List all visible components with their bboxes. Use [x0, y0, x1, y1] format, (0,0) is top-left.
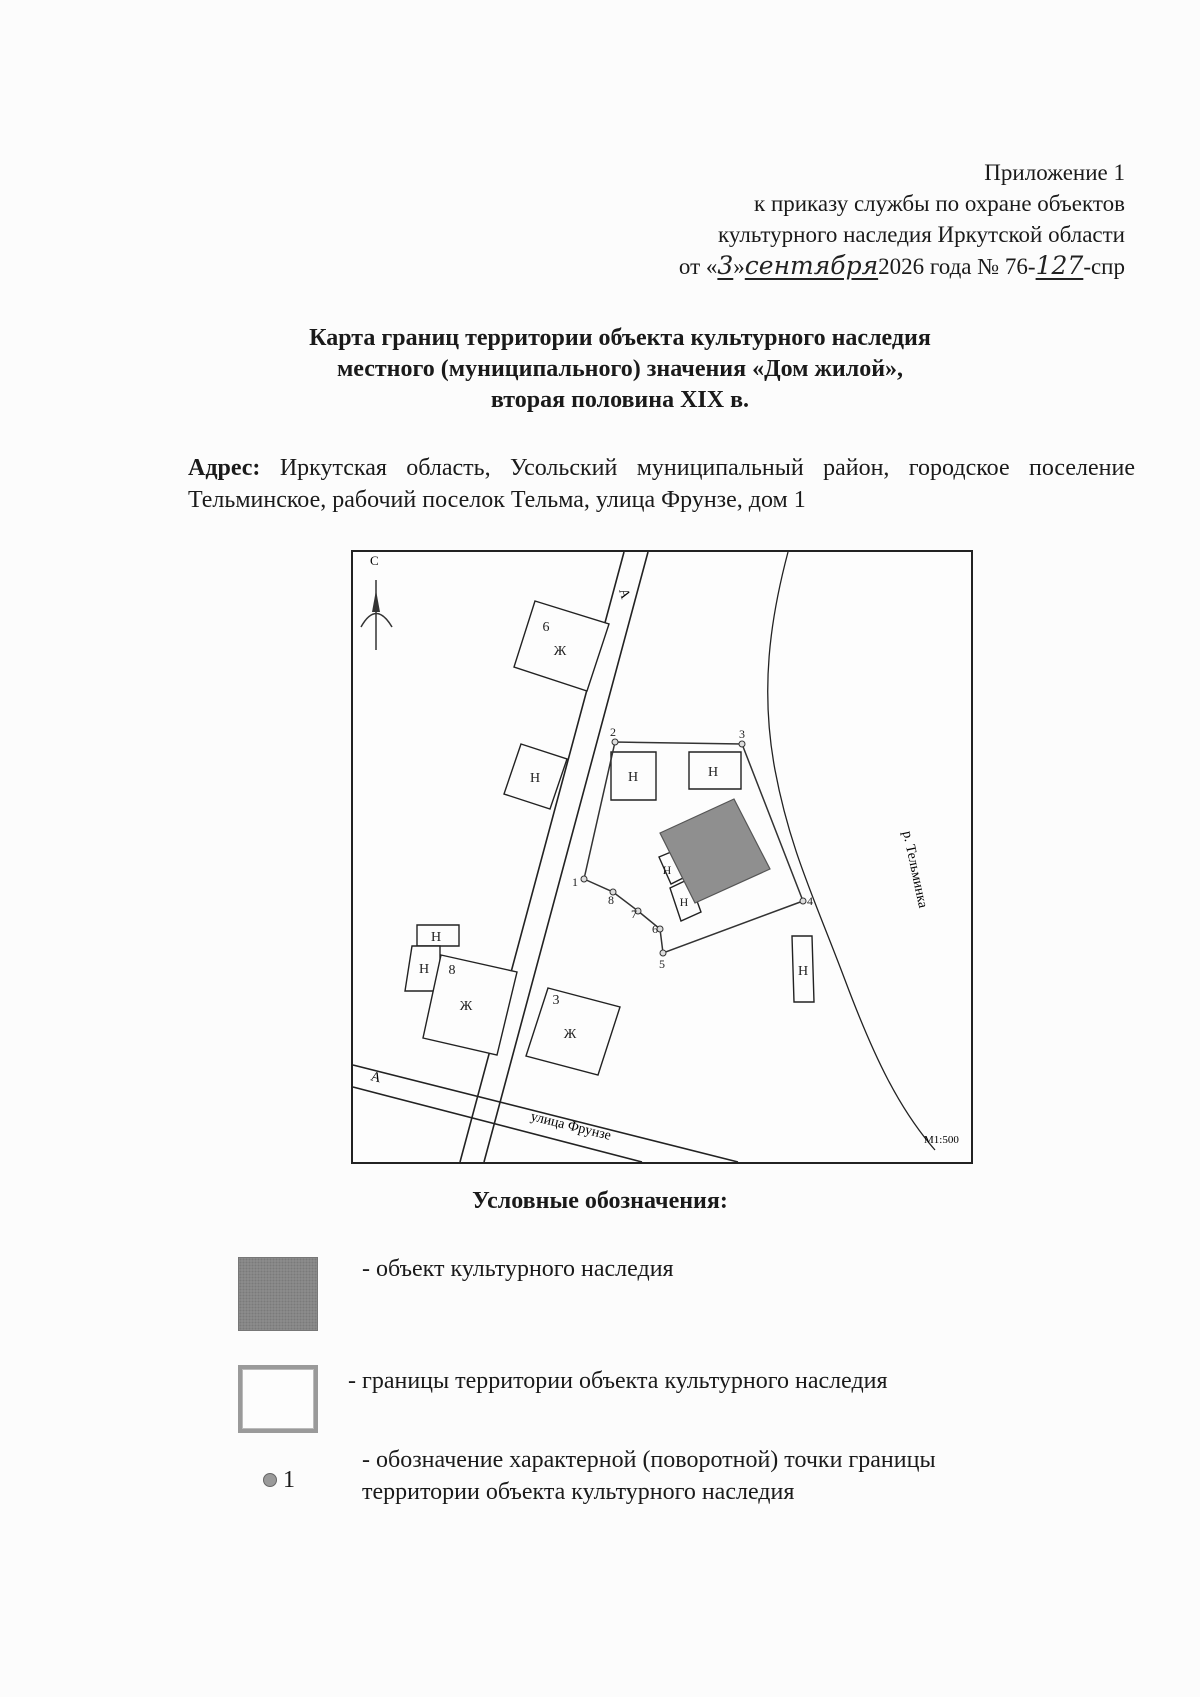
boundary-point-2 [612, 739, 618, 745]
appendix-line-3: культурного наследия Иркутской области [718, 222, 1125, 247]
building-type-zh-8: Ж [459, 999, 473, 1014]
date-prefix: от « [678, 254, 718, 279]
building-type-n-river: Н [797, 964, 809, 979]
point-label-1: 1 [572, 875, 578, 889]
title-line-1: Карта границ территории объекта культурного наследия [309, 325, 931, 351]
legend-point-marker-icon [263, 1473, 277, 1487]
road-label-a-top: А [615, 586, 633, 601]
boundary-point-1 [581, 876, 587, 882]
road-label-a-left: А [369, 1069, 383, 1087]
legend-label-point-2: территории объекта культурного наследия [362, 1479, 795, 1505]
building-type-n-left: Н [529, 771, 541, 786]
title-line-2: местного (муниципального) значения «Дом жилой», [336, 356, 904, 382]
building-type-n-sw-top: Н [430, 930, 442, 945]
north-label: С [370, 553, 379, 568]
year-number-text: 2026 года № 76- [878, 254, 1036, 279]
point-label-4: 4 [807, 894, 813, 908]
point-label-8: 8 [608, 893, 614, 907]
boundary-point-5 [660, 950, 666, 956]
legend-swatch-heritage [238, 1257, 318, 1331]
handwritten-number: 127 [1035, 251, 1084, 280]
building-type-n-3: Н [662, 863, 672, 877]
street-label: улица Фрунзе [529, 1109, 613, 1144]
point-label-5: 5 [659, 957, 665, 971]
building-type-n-1: Н [627, 770, 639, 785]
building-type-zh-6: Ж [553, 644, 567, 659]
legend-title: Условные обозначения: [472, 1188, 728, 1214]
building-type-n-4: Н [679, 895, 689, 909]
legend-label-point-1: - обозначение характерной (поворотной) точки границы [362, 1447, 936, 1473]
point-label-2: 2 [610, 725, 616, 739]
boundary-point-4 [800, 898, 806, 904]
building-type-n-sw: Н [418, 962, 430, 977]
river-label: р. Тельминка [899, 829, 931, 910]
building-type-n-2: Н [707, 765, 719, 780]
building-number-8: 8 [448, 963, 456, 978]
appendix-line-2: к приказу службы по охране объектов [754, 191, 1125, 216]
building-number-6: 6 [542, 620, 550, 635]
legend-label-heritage: - объект культурного наследия [362, 1256, 674, 1282]
handwritten-month: сентября [744, 251, 879, 280]
legend-swatch-boundary [238, 1365, 318, 1433]
building-number-3: 3 [552, 993, 560, 1008]
order-suffix: -спр [1083, 254, 1125, 279]
address-label: Адрес: [188, 455, 261, 481]
map-scale: М1:500 [924, 1134, 959, 1146]
title-line-3: вторая половина XIX в. [490, 387, 750, 413]
date-quote-close: » [733, 254, 745, 279]
boundary-point-3 [739, 741, 745, 747]
point-label-3: 3 [739, 727, 745, 741]
point-label-6: 6 [652, 922, 658, 936]
handwritten-day: 3 [717, 251, 734, 280]
building-type-zh-3: Ж [563, 1027, 577, 1042]
legend-point-number: 1 [283, 1467, 295, 1493]
appendix-line-1: Приложение 1 [984, 160, 1125, 185]
legend-label-boundary: - границы территории объекта культурного наследия [348, 1368, 888, 1394]
address-text: Иркутская область, Усольский муниципальный район, городское поселение Тельминское, рабочий поселок Тельма, улица Фрунзе, дом 1 [188, 455, 1136, 513]
point-label-7: 7 [631, 907, 637, 921]
